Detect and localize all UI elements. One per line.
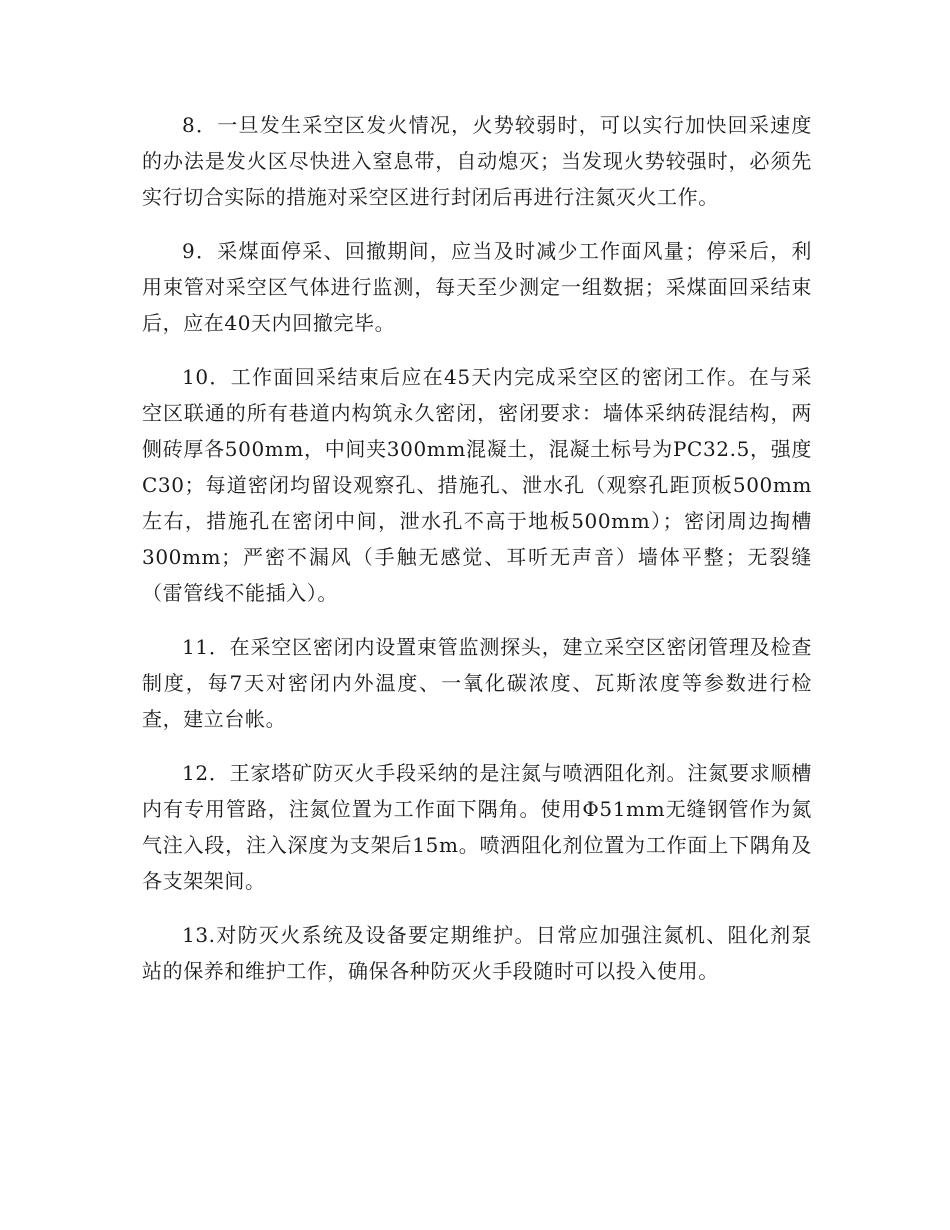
paragraph-8: 8．一旦发生采空区发火情况，火势较弱时，可以实行加快回采速度的办法是发火区尽快进入窒息带，自动熄灭；当发现火势较强时，必须先实行切合实际的措施对采空区进行封闭后再进行注氮灭火工作。	[142, 113, 812, 209]
paragraph-11: 11．在采空区密闭内设置束管监测探头，建立采空区密闭管理及检查制度，每7天对密闭内外温度、一氧化碳浓度、瓦斯浓度等参数进行检查，建立台帐。	[142, 635, 812, 731]
paragraph-13: 13.对防灭火系统及设备要定期维护。日常应加强注氮机、阻化剂泵站的保养和维护工作，确保各种防灭火手段随时可以投入使用。	[142, 923, 812, 983]
paragraph-12: 12．王家塔矿防灭火手段采纳的是注氮与喷洒阻化剂。注氮要求顺槽内有专用管路，注氮位置为工作面下隅角。使用Φ51mm无缝钢管作为氮气注入段，注入深度为支架后15m。喷洒阻化剂位置为工作面上下隅角及各支架架间。	[142, 761, 812, 893]
paragraph-10: 10．工作面回采结束后应在45天内完成采空区的密闭工作。在与采空区联通的所有巷道内构筑永久密闭，密闭要求：墙体采纳砖混结构，两侧砖厚各500mm，中间夹300mm混凝土，混凝土标号为PC32.5，强度C30；每道密闭均留设观察孔、措施孔、泄水孔（观察孔距顶板500mm左右，措施孔在密闭中间，泄水孔不高于地板500mm）；密闭周边掏槽300mm；严密不漏风（手触无感觉、耳听无声音）墙体平整；无裂缝（雷管线不能插入）。	[142, 365, 812, 605]
document-body	[142, 107, 812, 1007]
paragraph-9: 9．采煤面停采、回撤期间，应当及时减少工作面风量；停采后，利用束管对采空区气体进行监测，每天至少测定一组数据；采煤面回采结束后，应在40天内回撤完毕。	[142, 239, 812, 335]
